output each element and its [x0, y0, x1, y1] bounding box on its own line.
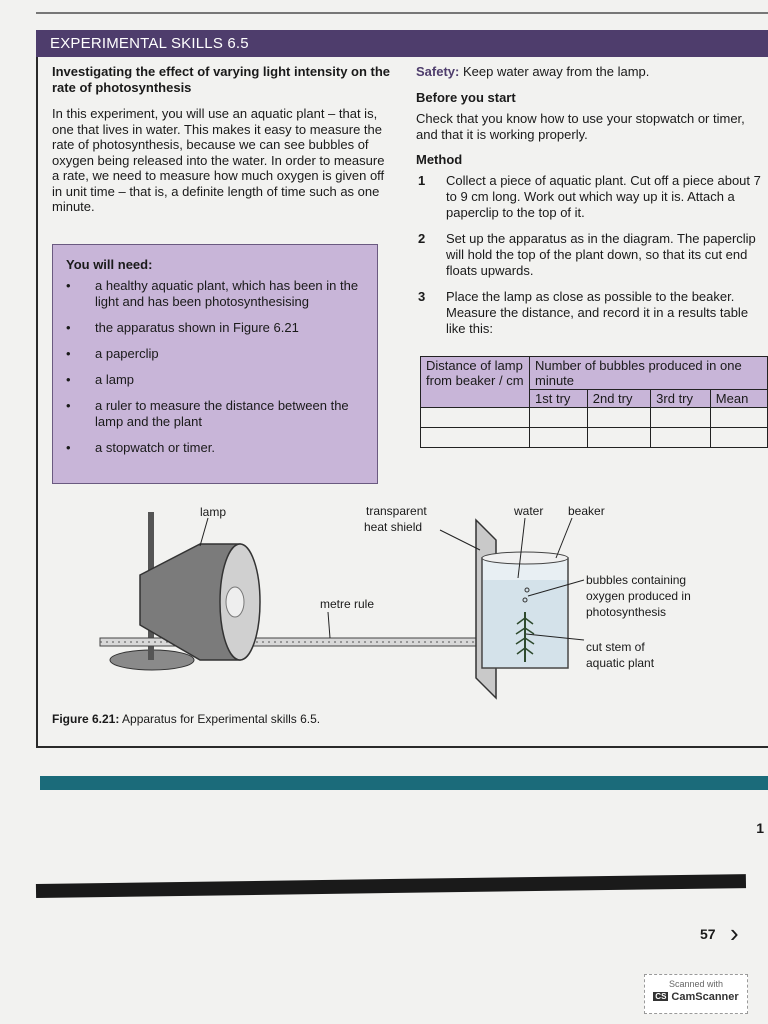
table-cell: [710, 428, 767, 448]
table-row: [421, 428, 768, 448]
table-cell: [587, 408, 650, 428]
mean-header: Mean: [710, 390, 767, 408]
table-row: [421, 408, 768, 428]
label-lamp: lamp: [200, 505, 227, 519]
before-heading: Before you start: [416, 90, 516, 105]
method-step: 3 Place the lamp as close as possible to the beaker. Measure the distance, and record it in a results table like this:: [418, 289, 749, 336]
camscanner-icon: CS: [655, 992, 667, 1001]
need-item: • a healthy aquatic plant, which has been in the light and has been photosynthesising: [66, 278, 359, 309]
need-item: • a stopwatch or timer.: [66, 440, 215, 455]
page-number: 57: [700, 926, 716, 942]
leader-ruler: [328, 612, 330, 638]
bottom-divider: [36, 874, 746, 898]
bullet: •: [66, 398, 71, 413]
table-cell: [530, 428, 588, 448]
before-text: Check that you know how to use your stopwatch or timer, and that it is working properly.: [416, 111, 745, 142]
label-bubbles-2: oxygen produced in: [586, 589, 691, 603]
table-cell: [651, 428, 711, 448]
right-column: [416, 64, 768, 347]
label-stem-2: aquatic plant: [586, 656, 655, 670]
need-item: • a ruler to measure the distance between the lamp and the plant: [66, 398, 349, 429]
section-banner: EXPERIMENTAL SKILLS 6.5: [36, 30, 768, 57]
lamp-bulb: [226, 587, 244, 617]
left-column: [52, 64, 392, 215]
table-cell: [587, 428, 650, 448]
label-beaker: beaker: [568, 504, 605, 518]
need-title: You will need:: [66, 257, 153, 272]
method-step: 1 Collect a piece of aquatic plant. Cut off a piece about 7 to 9 cm long. Work out which way up it is. Attach a paperclip to the top of it.: [418, 173, 761, 220]
figure-caption: Figure 6.21: Apparatus for Experimental skills 6.5.: [52, 712, 321, 726]
label-bubbles-1: bubbles containing: [586, 573, 687, 587]
try3-header: 3rd try: [651, 390, 711, 408]
apparatus-diagram: [40, 500, 768, 710]
try2-header: 2nd try: [587, 390, 650, 408]
scanner-watermark: Scanned with CS CamScanner: [644, 974, 748, 1014]
need-list: [53, 278, 377, 456]
method-heading: Method: [416, 152, 463, 167]
table-cell: [710, 408, 767, 428]
experiment-title: Investigating the effect of varying light intensity on the rate of photosynthesis: [52, 64, 391, 95]
bullet: •: [66, 320, 71, 335]
table-cell: [421, 408, 530, 428]
distance-header: Distance of lamp from beaker / cm: [421, 357, 530, 408]
leader-lamp: [200, 518, 208, 546]
label-ruler: metre rule: [320, 597, 375, 611]
table-cell: [651, 408, 711, 428]
you-will-need-box: [52, 244, 378, 484]
bullet: •: [66, 372, 71, 387]
need-item: • a lamp: [66, 372, 135, 387]
need-item: • the apparatus shown in Figure 6.21: [66, 320, 299, 335]
table-cell: [421, 428, 530, 448]
top-rule: [36, 12, 768, 14]
safety-note: Safety: Keep water away from the lamp.: [416, 64, 650, 79]
need-item: • a paperclip: [66, 346, 159, 361]
label-stem-1: cut stem of: [586, 640, 645, 654]
results-table: [420, 356, 768, 448]
bullet: •: [66, 440, 71, 455]
teal-divider: [40, 776, 768, 790]
table-cell: [530, 408, 588, 428]
intro-paragraph: In this experiment, you will use an aquatic plant – that is, one that lives in water. This makes it easy to measure the rate of photosynthesis, because we can see bubbles of oxygen being released into the water. In order to measure a rate, we need to measure how much oxygen is given off in unit time – that is, a definite length of time such as one minute.: [52, 106, 385, 214]
label-bubbles-3: photosynthesis: [586, 605, 667, 619]
label-shield-1: transparent: [366, 504, 427, 518]
method-step: 2 Set up the apparatus as in the diagram. The paperclip will hold the top of the plant down, so that its cut end floats upwards.: [418, 231, 756, 278]
bubbles-header: Number of bubbles produced in one minute: [530, 357, 768, 390]
label-water: water: [514, 504, 544, 518]
bullet: •: [66, 278, 71, 293]
corner-number: 1: [756, 820, 764, 836]
leader-shield: [440, 530, 480, 550]
try1-header: 1st try: [530, 390, 588, 408]
beaker-rim: [482, 552, 568, 564]
leader-beaker: [556, 518, 572, 558]
bullet: •: [66, 346, 71, 361]
chevron-right-icon[interactable]: ›: [730, 918, 739, 948]
label-shield-2: heat shield: [364, 520, 423, 534]
